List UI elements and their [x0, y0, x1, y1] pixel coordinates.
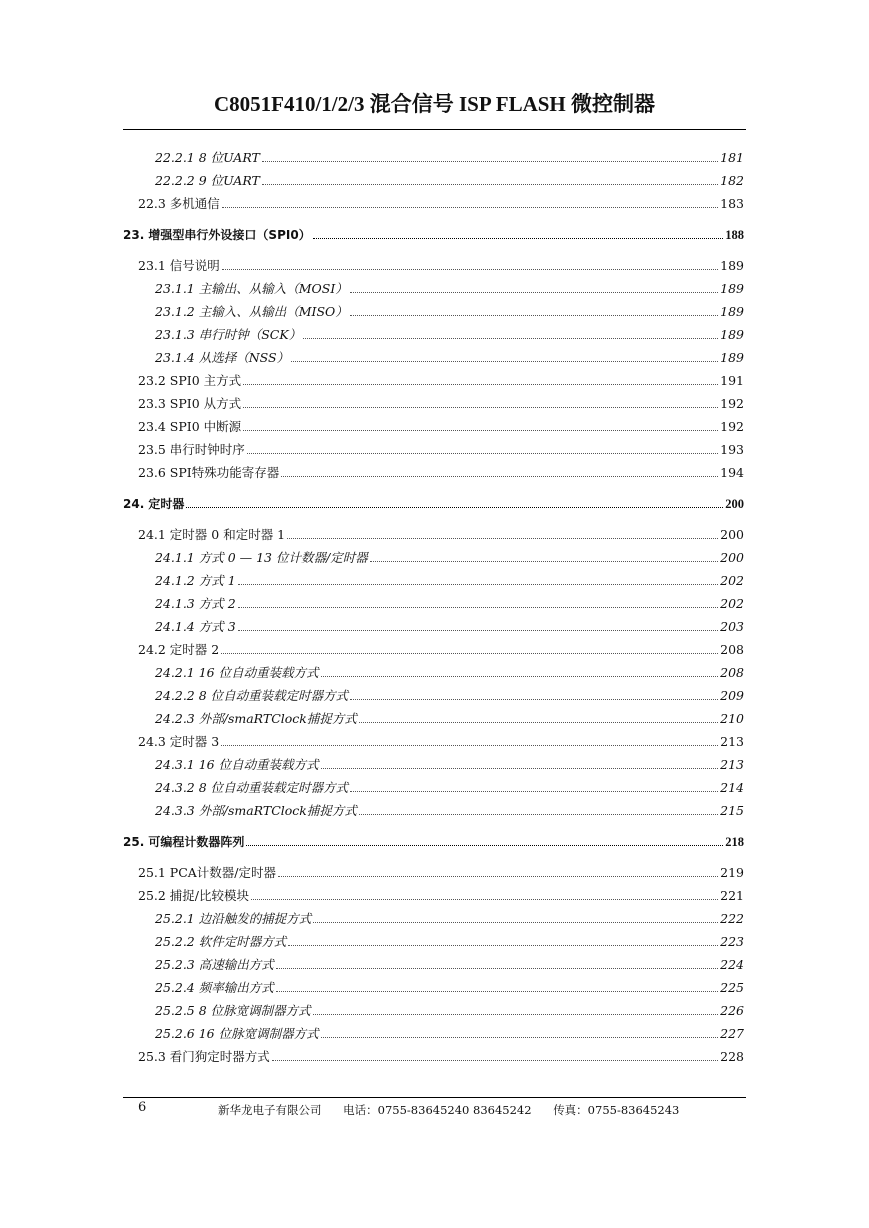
toc-entry-title: 25.2.2 软件定时器方式	[155, 934, 287, 949]
toc-dot-leader	[262, 184, 718, 185]
toc-entry-page: 208	[720, 665, 744, 680]
toc-entry-page: 214	[720, 780, 744, 795]
toc-entry-page: 200	[725, 497, 744, 511]
toc-entry-title: 24.3.1 16 位自动重装载方式	[155, 757, 319, 772]
toc-entry-title: 25.2.3 高速输出方式	[155, 957, 274, 972]
toc-entry-page: 189	[720, 258, 744, 273]
toc-entry-title: 23.6 SPI特殊功能寄存器	[138, 465, 280, 480]
toc-entry-title: 24.1.2 方式 1	[155, 573, 236, 588]
toc-entry-title: 24.1.1 方式 0 — 13 位计数器/定时器	[155, 550, 368, 565]
toc-entry[interactable]	[155, 615, 744, 635]
toc-entry-title: 23.5 串行时钟时序	[138, 442, 245, 457]
toc-dot-leader	[321, 676, 719, 677]
toc-dot-leader	[262, 161, 718, 162]
toc-entry-page: 191	[720, 373, 744, 388]
toc-entry[interactable]	[155, 323, 744, 343]
toc-entry-page: 225	[720, 980, 744, 995]
toc-dot-leader	[221, 745, 718, 746]
toc-dot-leader	[350, 791, 718, 792]
toc-entry-title: 23.1 信号说明	[138, 258, 220, 273]
toc-dot-leader	[288, 945, 718, 946]
toc-entry-page: 189	[720, 281, 744, 296]
toc-entry-page: 203	[720, 619, 744, 634]
toc-dot-leader	[251, 899, 718, 900]
page-footer	[0, 1100, 869, 1120]
toc-entry-page: 188	[725, 228, 744, 242]
toc-entry-title: 24.2.1 16 位自动重装载方式	[155, 665, 319, 680]
toc-dot-leader	[313, 1014, 718, 1015]
toc-entry[interactable]	[155, 569, 744, 589]
toc-entry-title: 23. 增强型串行外设接口（SPI0）	[123, 228, 311, 242]
toc-dot-leader	[243, 407, 718, 408]
toc-entry-title: 23.2 SPI0 主方式	[138, 373, 242, 388]
toc-entry[interactable]	[155, 930, 744, 950]
toc-entry[interactable]	[155, 661, 744, 681]
toc-entry-page: 189	[720, 327, 744, 342]
toc-entry[interactable]	[123, 223, 744, 243]
toc-dot-leader	[350, 699, 718, 700]
toc-entry-page: 222	[720, 911, 744, 926]
toc-entry[interactable]	[138, 884, 744, 904]
toc-dot-leader	[238, 584, 718, 585]
toc-entry[interactable]	[155, 999, 744, 1019]
toc-entry-page: 182	[720, 173, 744, 188]
toc-entry[interactable]	[138, 438, 744, 458]
toc-entry-title: 23.1.3 串行时钟（SCK）	[155, 327, 302, 342]
toc-entry-title: 24. 定时器	[123, 497, 185, 511]
toc-entry-page: 194	[720, 465, 744, 480]
toc-entry-title: 24.2 定时器 2	[138, 642, 220, 657]
toc-dot-leader	[313, 922, 718, 923]
toc-dot-leader	[222, 269, 718, 270]
toc-entry-page: 192	[720, 419, 744, 434]
toc-dot-leader	[276, 991, 718, 992]
toc-entry-title: 25.2 捕捉/比较模块	[138, 888, 250, 903]
toc-entry-page: 202	[720, 573, 744, 588]
footer-contact	[218, 1102, 697, 1118]
toc-entry[interactable]	[155, 953, 744, 973]
toc-dot-leader	[243, 384, 718, 385]
toc-entry-title: 25.2.4 频率输出方式	[155, 980, 274, 995]
toc-entry-page: 200	[720, 550, 744, 565]
toc-entry[interactable]	[138, 192, 744, 212]
toc-entry-page: 218	[725, 835, 744, 849]
toc-entry-title: 25.1 PCA计数器/定时器	[138, 865, 277, 880]
toc-entry-title: 24.2.2 8 位自动重装载定时器方式	[155, 688, 349, 703]
toc-entry-title: 23.1.1 主输出、从输入（MOSI）	[155, 281, 348, 296]
toc-entry[interactable]	[123, 492, 744, 512]
toc-entry[interactable]	[138, 1045, 744, 1065]
toc-dot-leader	[186, 507, 723, 508]
toc-entry-title: 22.2.2 9 位UART	[155, 173, 260, 188]
toc-entry-page: 215	[720, 803, 744, 818]
toc-entry[interactable]	[155, 346, 744, 366]
toc-dot-leader	[238, 607, 718, 608]
toc-entry-title: 24.1.4 方式 3	[155, 619, 236, 634]
toc-entry-page: 223	[720, 934, 744, 949]
toc-entry[interactable]	[123, 830, 744, 850]
toc-entry-page: 213	[720, 757, 744, 772]
toc-entry-page: 227	[720, 1026, 744, 1041]
toc-dot-leader	[303, 338, 718, 339]
toc-entry-page: 208	[720, 642, 744, 657]
toc-entry-page: 224	[720, 957, 744, 972]
toc-entry-title: 24.3.2 8 位自动重装载定时器方式	[155, 780, 349, 795]
toc-entry-page: 202	[720, 596, 744, 611]
toc-dot-leader	[276, 968, 718, 969]
toc-entry[interactable]	[155, 907, 744, 927]
toc-entry-title: 25.2.6 16 位脉宽调制器方式	[155, 1026, 319, 1041]
toc-dot-leader	[313, 238, 724, 239]
toc-entry-page: 192	[720, 396, 744, 411]
toc-entry[interactable]	[138, 638, 744, 658]
toc-entry-page: 189	[720, 350, 744, 365]
toc-entry-title: 23.4 SPI0 中断源	[138, 419, 242, 434]
toc-entry-page: 228	[720, 1049, 744, 1064]
toc-dot-leader	[291, 361, 718, 362]
toc-entry-title: 25. 可编程计数器阵列	[123, 835, 245, 849]
toc-dot-leader	[350, 315, 718, 316]
toc-dot-leader	[281, 476, 718, 477]
toc-entry[interactable]	[155, 169, 744, 189]
toc-entry-page: 221	[720, 888, 744, 903]
toc-entry[interactable]	[155, 753, 744, 773]
toc-entry[interactable]	[155, 1022, 744, 1042]
toc-entry[interactable]	[155, 799, 744, 819]
toc-dot-leader	[247, 453, 718, 454]
page-title: C8051F410/1/2/3 混合信号 ISP FLASH 微控制器	[213, 92, 656, 116]
toc-entry[interactable]	[155, 300, 744, 320]
page-number: 6	[138, 1100, 147, 1115]
toc-entry-page: 210	[720, 711, 744, 726]
toc-entry-title: 23.1.2 主输入、从输出（MISO）	[155, 304, 348, 319]
toc-entry[interactable]	[155, 776, 744, 796]
toc-dot-leader	[272, 1060, 718, 1061]
toc-entry[interactable]	[138, 861, 744, 881]
toc-dot-leader	[321, 1037, 719, 1038]
toc-dot-leader	[222, 207, 718, 208]
toc-entry[interactable]	[138, 392, 744, 412]
toc-dot-leader	[246, 845, 723, 846]
toc-dot-leader	[243, 430, 718, 431]
toc-entry[interactable]	[155, 146, 744, 166]
toc-entry[interactable]	[138, 369, 744, 389]
toc-entry[interactable]	[155, 546, 744, 566]
toc-entry-page: 219	[720, 865, 744, 880]
toc-entry-page: 213	[720, 734, 744, 749]
toc-entry-title: 25.3 看门狗定时器方式	[138, 1049, 270, 1064]
toc-entry-title: 25.2.5 8 位脉宽调制器方式	[155, 1003, 311, 1018]
toc-entry-page: 183	[720, 196, 744, 211]
toc-dot-leader	[278, 876, 718, 877]
toc-entry-title: 25.2.1 边沿触发的捕捉方式	[155, 911, 312, 926]
toc-dot-leader	[350, 292, 718, 293]
toc-dot-leader	[238, 630, 718, 631]
toc-entry-page: 181	[720, 150, 744, 165]
toc-entry-title: 22.2.1 8 位UART	[155, 150, 260, 165]
toc-entry-title: 24.1.3 方式 2	[155, 596, 236, 611]
toc-entry[interactable]	[155, 707, 744, 727]
toc-entry-title: 24.1 定时器 0 和定时器 1	[138, 527, 286, 542]
company-name: 新华龙电子有限公司	[218, 1103, 322, 1117]
toc-dot-leader	[359, 722, 718, 723]
toc-entry[interactable]	[155, 684, 744, 704]
toc-entry-title: 23.1.4 从选择（NSS）	[155, 350, 290, 365]
toc-entry[interactable]	[138, 523, 744, 543]
toc-dot-leader	[221, 653, 718, 654]
phone-number: 电话：0755-83645240 83645242	[343, 1103, 532, 1117]
toc-entry-title: 24.3 定时器 3	[138, 734, 220, 749]
toc-entry-page: 189	[720, 304, 744, 319]
toc-entry-page: 200	[720, 527, 744, 542]
toc-entry-title: 24.2.3 外部/smaRTClock捕捉方式	[155, 711, 357, 726]
footer-rule	[123, 1097, 746, 1098]
toc-entry-page: 209	[720, 688, 744, 703]
toc-entry-title: 23.3 SPI0 从方式	[138, 396, 242, 411]
toc-entry[interactable]	[155, 976, 744, 996]
toc-entry-page: 226	[720, 1003, 744, 1018]
toc-entry[interactable]	[155, 277, 744, 297]
toc-entry[interactable]	[138, 415, 744, 435]
toc-entry[interactable]	[138, 730, 744, 750]
toc-entry[interactable]	[138, 461, 744, 481]
toc-entry-title: 24.3.3 外部/smaRTClock捕捉方式	[155, 803, 357, 818]
toc-dot-leader	[370, 561, 718, 562]
toc-dot-leader	[321, 768, 719, 769]
toc-dot-leader	[359, 814, 718, 815]
toc-entry-title: 22.3 多机通信	[138, 196, 220, 211]
toc-entry[interactable]	[155, 592, 744, 612]
toc-entry-page: 193	[720, 442, 744, 457]
toc-dot-leader	[287, 538, 718, 539]
fax-number: 传真：0755-83645243	[553, 1103, 680, 1117]
toc-entry[interactable]	[138, 254, 744, 274]
